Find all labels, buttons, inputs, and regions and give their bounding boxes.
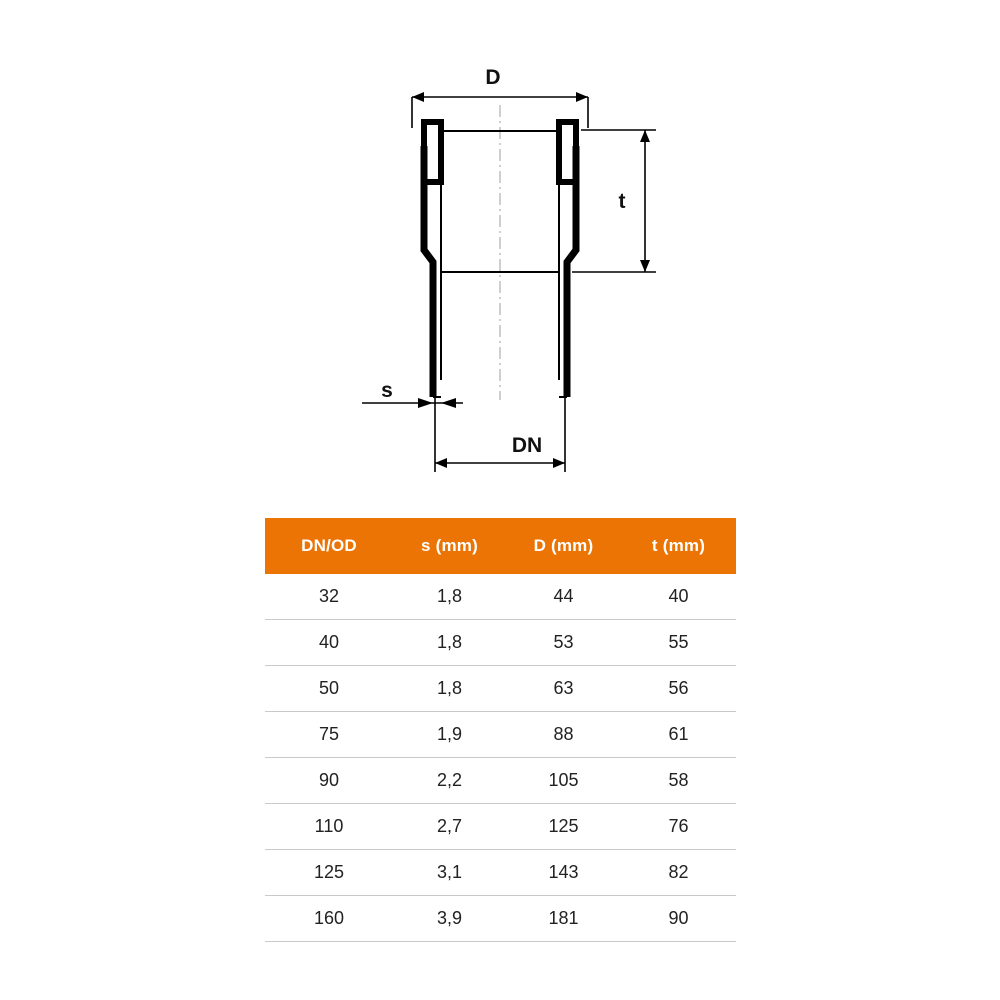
dim-s-arrow-right [441,398,456,408]
cell-dn-od: 40 [265,620,393,666]
table-row [265,804,736,850]
cell-s: 1,8 [393,666,506,712]
cell-t: 90 [621,896,736,942]
dim-label-t: t [618,190,626,213]
table-row [265,850,736,896]
dim-label-dn: DN [511,434,543,457]
table-row [265,758,736,804]
cell-s: 2,2 [393,758,506,804]
cell-dn-od: 125 [265,850,393,896]
dim-d-arrow-left [412,92,424,102]
cell-t: 55 [621,620,736,666]
cell-dn-od: 90 [265,758,393,804]
cell-d: 125 [506,804,621,850]
dim-label-s: s [381,379,393,402]
table-header-row [265,518,736,574]
cell-s: 2,7 [393,804,506,850]
cell-dn-od: 32 [265,574,393,620]
cell-d: 88 [506,712,621,758]
table-row [265,896,736,942]
dim-dn-arrow-right [553,458,565,468]
cell-s: 1,9 [393,712,506,758]
cell-s: 1,8 [393,620,506,666]
cell-t: 82 [621,850,736,896]
dim-t-arrow-bottom [640,260,650,272]
cell-s: 3,9 [393,896,506,942]
cell-d: 53 [506,620,621,666]
dimension-table [265,518,736,942]
dim-dn-arrow-left [435,458,447,468]
table-row [265,620,736,666]
cell-t: 61 [621,712,736,758]
cell-d: 143 [506,850,621,896]
dimension-table-wrapper [265,518,728,942]
cell-t: 76 [621,804,736,850]
table-header-s: s (mm) [393,518,506,574]
cell-dn-od: 160 [265,896,393,942]
table-row [265,712,736,758]
cell-d: 63 [506,666,621,712]
dim-d-arrow-right [576,92,588,102]
cell-s: 3,1 [393,850,506,896]
dim-label-d: D [485,66,501,89]
cell-dn-od: 50 [265,666,393,712]
table-header-dn-od: DN/OD [265,518,393,574]
dim-t-arrow-top [640,130,650,142]
cell-t: 56 [621,666,736,712]
table-row [265,574,736,620]
cell-d: 44 [506,574,621,620]
table-row [265,666,736,712]
dim-s-arrow-left [418,398,433,408]
cell-t: 40 [621,574,736,620]
cell-d: 105 [506,758,621,804]
cell-s: 1,8 [393,574,506,620]
table-header-t: t (mm) [621,518,736,574]
cell-d: 181 [506,896,621,942]
cell-dn-od: 110 [265,804,393,850]
cell-t: 58 [621,758,736,804]
cell-dn-od: 75 [265,712,393,758]
table-header-d: D (mm) [506,518,621,574]
